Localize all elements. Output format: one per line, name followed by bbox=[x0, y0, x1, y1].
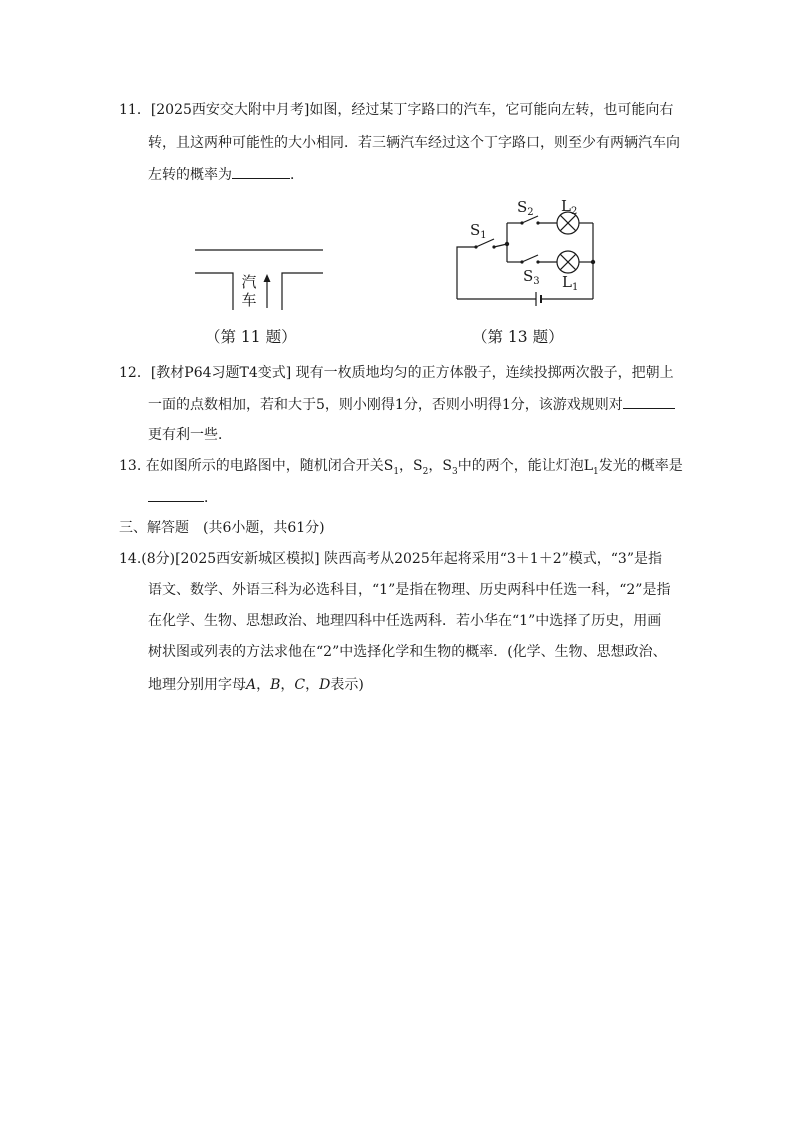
q12-line-3: 更有利一些． bbox=[148, 427, 232, 443]
switch-s3 bbox=[522, 255, 538, 262]
q13-line-2: ． bbox=[148, 487, 218, 508]
label-s1: $S_1$ bbox=[470, 221, 487, 241]
answer-blank[interactable] bbox=[148, 487, 204, 502]
label-l2: $L_2$ bbox=[561, 197, 578, 217]
q14-line-2: 语文、数学、外语三科为必选科目，“1”是指在物理、历史两科中任选一科，“2”是指 bbox=[148, 582, 671, 598]
arrow-head bbox=[264, 274, 271, 282]
label-s3: $S_3$ bbox=[523, 267, 540, 287]
car-label-char-2: 车 bbox=[241, 291, 257, 309]
q11-line-1: 11．[2025西安交大附中月考]如图，经过某丁字路口的汽车，它可能向左转，也可能向右 bbox=[119, 102, 674, 118]
q14-line-5: 地理分别用字母A，B，C，D表示) bbox=[148, 677, 364, 693]
q11-line-2: 转，且这两种可能性的大小相同．若三辆汽车经过这个丁字路口，则至少有两辆汽车向 bbox=[148, 135, 680, 151]
junction-right bbox=[591, 260, 595, 264]
q14-line-3: 在化学、生物、思想政治、地理四科中任选两科．若小华在“1”中选择了历史，用画 bbox=[148, 613, 662, 629]
label-s2: $S_2$ bbox=[517, 198, 534, 218]
wire-left bbox=[457, 247, 476, 299]
q12-line-1: 12．[教材P64习题T4变式] 现有一枚质地均匀的正方体骰子，连续投掷两次骰子，把朝上 bbox=[119, 365, 674, 381]
answer-blank[interactable] bbox=[232, 164, 290, 179]
road-left-corner bbox=[195, 273, 233, 310]
figure-13-caption: （第 13 题） bbox=[472, 328, 564, 346]
figure-11-caption: （第 11 题） bbox=[205, 328, 297, 346]
junction-left bbox=[505, 242, 509, 246]
figure-11-t-junction bbox=[185, 238, 335, 318]
q12-line-2: 一面的点数相加，若和大于5，则小刚得1分，否则小明得1分，该游戏规则对 bbox=[148, 394, 675, 415]
figure-13-circuit bbox=[450, 195, 610, 325]
label-l1: $L_1$ bbox=[562, 273, 579, 293]
answer-blank[interactable] bbox=[623, 394, 675, 409]
road-right-corner bbox=[282, 273, 323, 310]
q14-line-1: 14.(8分)[2025西安新城区模拟] 陕西高考从2025年起将采用“3＋1＋2”模式，“3”是指 bbox=[119, 551, 662, 567]
section-3-title: 三、解答题 (共6小题，共61分) bbox=[119, 520, 325, 536]
car-label-char-1: 汽 bbox=[241, 273, 257, 291]
q13-line-1: 13. 在如图所示的电路图中，随机闭合开关$S_1$，$S_2$，$S_3$中的两个，能让灯泡$L_1$发光的概率是 bbox=[119, 458, 683, 477]
q11-line-3: 左转的概率为 ． bbox=[148, 164, 304, 185]
q14-line-4: 树状图或列表的方法求他在“2”中选择化学和生物的概率．(化学、生物、思想政治、 bbox=[148, 644, 667, 660]
